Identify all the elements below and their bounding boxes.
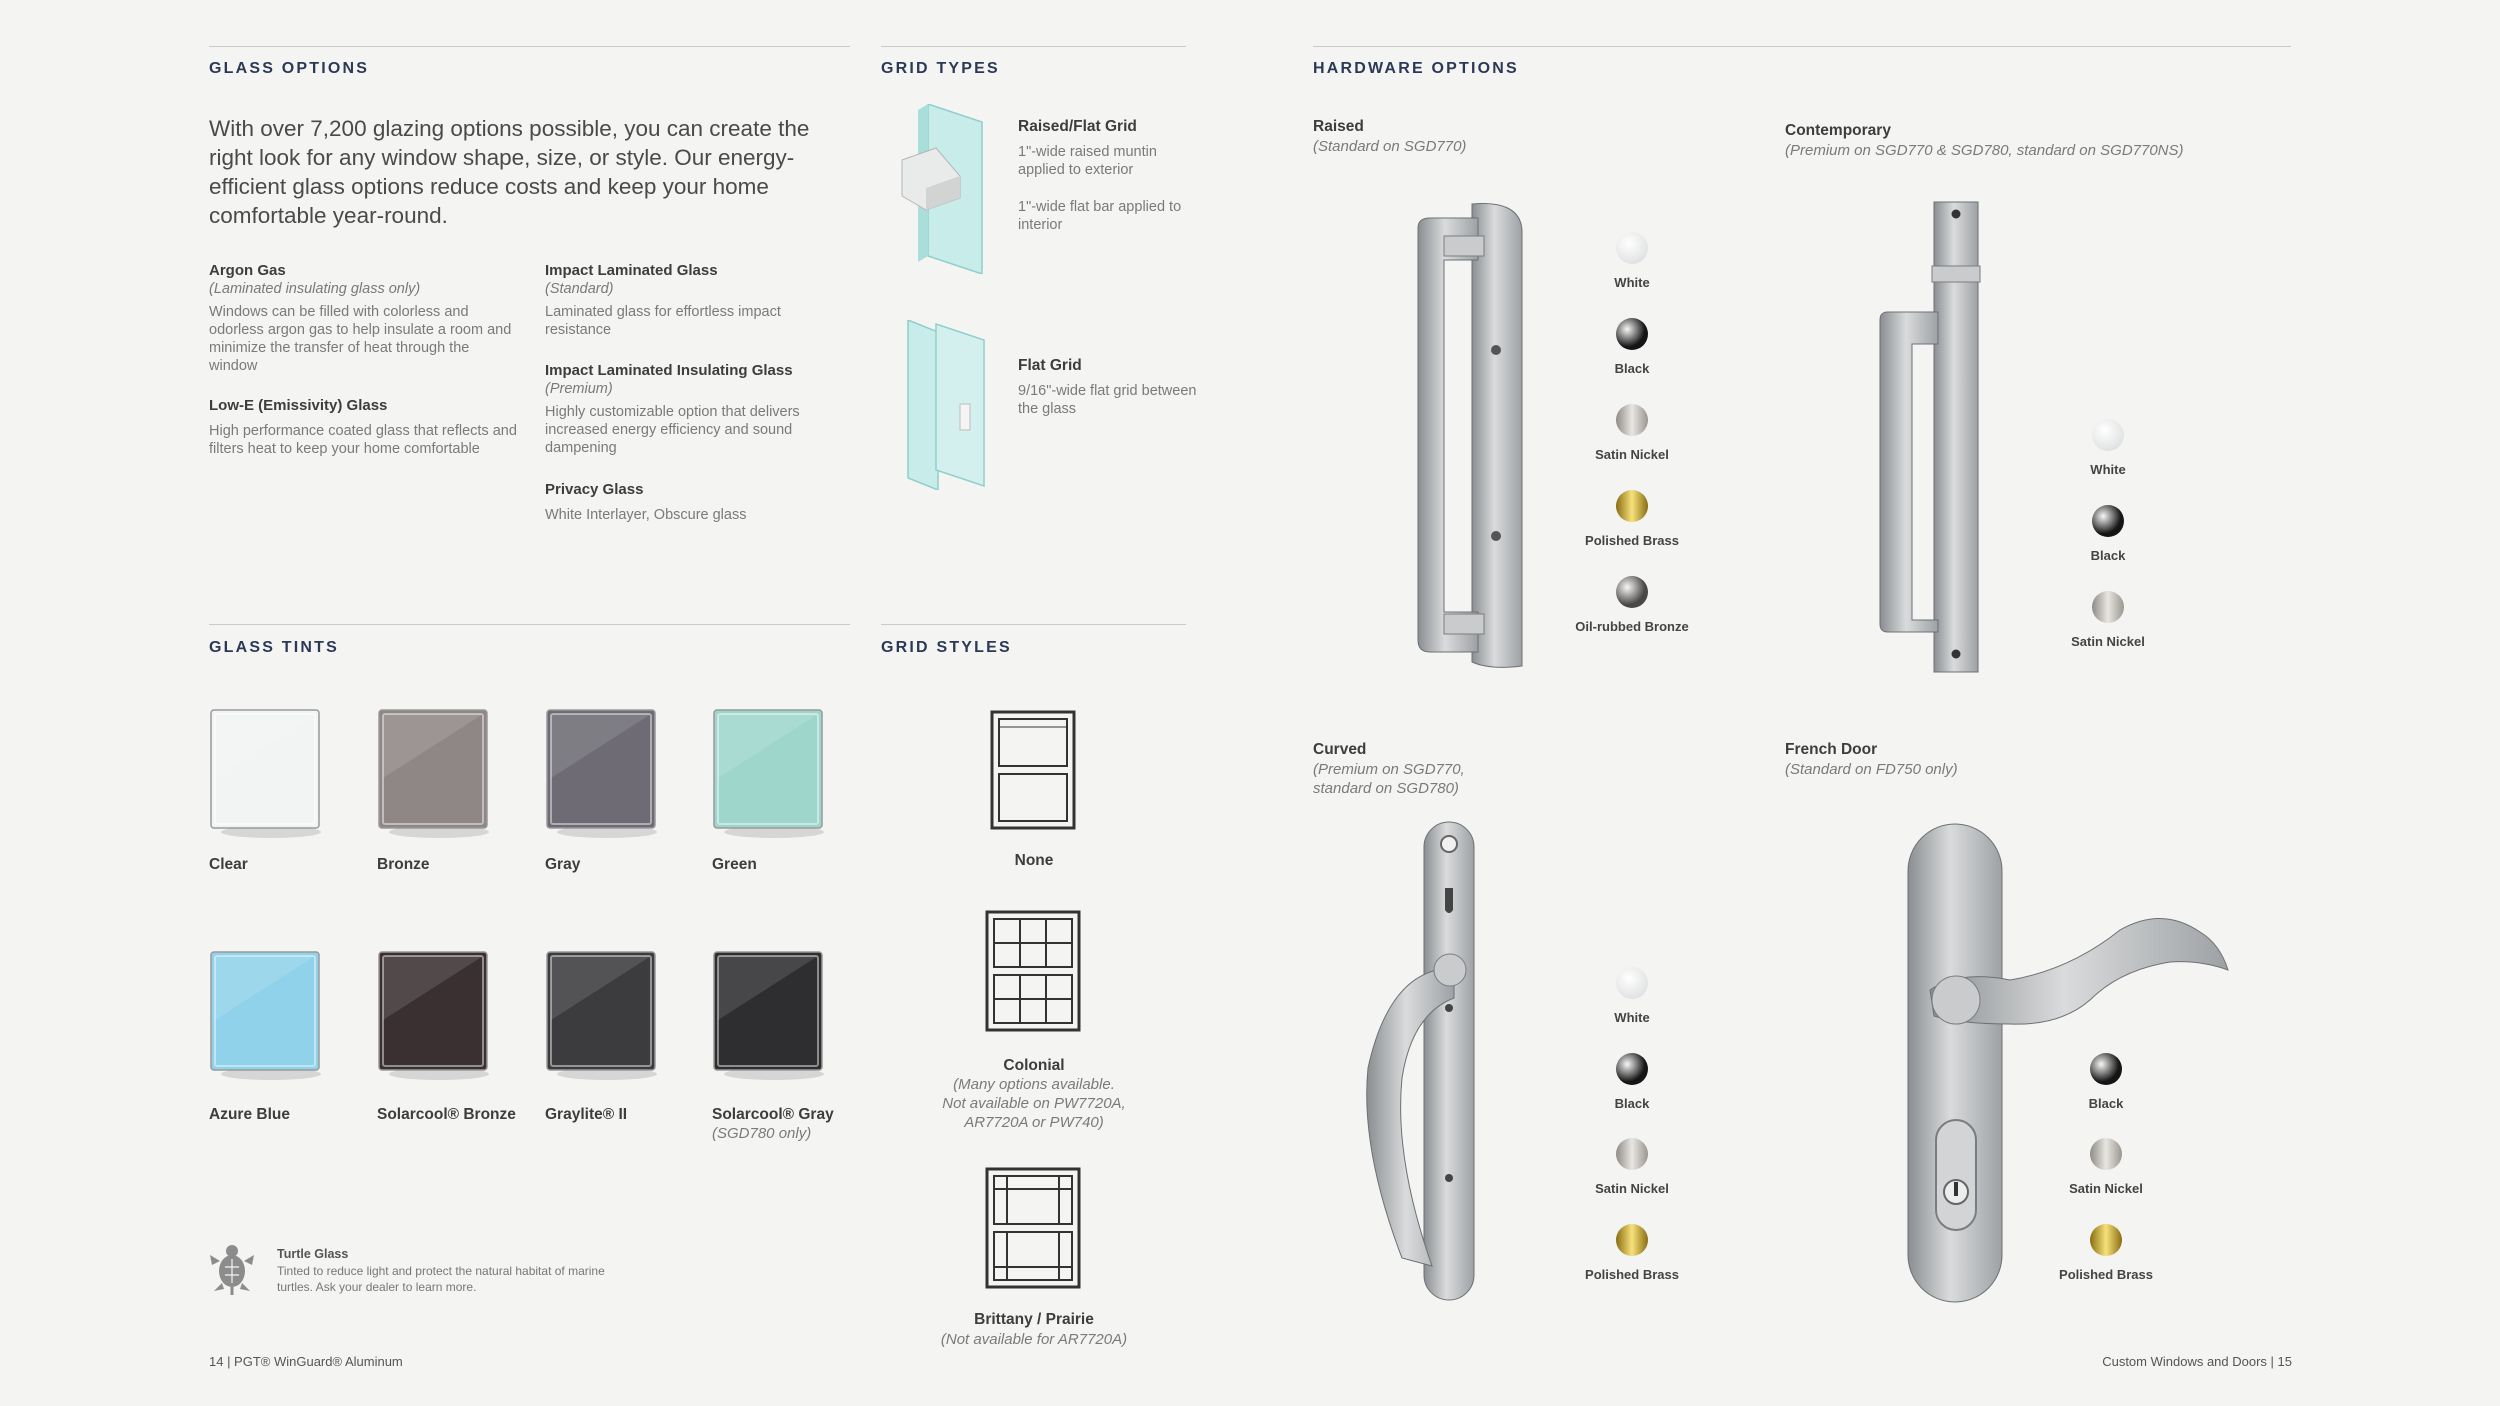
glass-tint-swatch bbox=[712, 950, 822, 1078]
option-title: Impact Laminated Glass bbox=[545, 262, 718, 279]
grid-styles-heading: GRID STYLES bbox=[881, 639, 1012, 656]
glass-tint-name: Graylite® II bbox=[545, 1106, 628, 1123]
finish-label: Black bbox=[1614, 361, 1650, 376]
finish-swatch-satin-nickel[interactable] bbox=[2092, 591, 2124, 623]
finish-label: Satin Nickel bbox=[2069, 1181, 2143, 1196]
option-subtitle: (Premium) bbox=[545, 381, 613, 397]
grid-style-name: Colonial bbox=[1003, 1057, 1065, 1074]
glass-tint-swatch bbox=[545, 708, 655, 836]
glass-tint-name: Solarcool® Bronze bbox=[377, 1106, 516, 1123]
hardware-french-door-title: French Door bbox=[1785, 741, 1878, 758]
option-subtitle: (Laminated insulating glass only) bbox=[209, 281, 421, 297]
finish-label: Black bbox=[2090, 548, 2126, 563]
finish-label: Polished Brass bbox=[1585, 533, 1679, 548]
grid-style-note: AR7720A or PW740) bbox=[964, 1114, 1104, 1131]
glass-tint-swatch bbox=[209, 708, 319, 836]
glass-tint-name: Gray bbox=[545, 856, 581, 873]
grid-type-title: Raised/Flat Grid bbox=[1018, 118, 1137, 135]
finish-swatch-white[interactable] bbox=[1616, 232, 1648, 264]
footer-right: Custom Windows and Doors | 15 bbox=[2102, 1354, 2292, 1369]
grid-type-body: 1"-wide raised muntin applied to exterior bbox=[1018, 144, 1157, 178]
finish-swatch-white[interactable] bbox=[1616, 967, 1648, 999]
curved-handle-image bbox=[1350, 818, 1480, 1304]
grid-style-name: None bbox=[1014, 852, 1054, 869]
finish-label: Polished Brass bbox=[2059, 1267, 2153, 1282]
hardware-raised-title: Raised bbox=[1313, 118, 1364, 135]
finish-label: Satin Nickel bbox=[1595, 447, 1669, 462]
glass-tint-name: Green bbox=[712, 856, 757, 873]
raised-handle-image bbox=[1410, 200, 1528, 672]
footer-left: 14 | PGT® WinGuard® Aluminum bbox=[209, 1354, 403, 1369]
glass-options-heading: GLASS OPTIONS bbox=[209, 60, 370, 77]
option-body: Highly customizable option that delivers increased energy efficiency and sound dampening bbox=[545, 404, 800, 456]
glass-options-intro: With over 7,200 glazing options possible, you can create the right look for any window shape, size, or style. Our energy-efficient glass options reduce costs and keep your home comfortable year-round. bbox=[209, 116, 810, 228]
option-body: White Interlayer, Obscure glass bbox=[545, 507, 747, 523]
raised-flat-grid-illustration bbox=[900, 104, 990, 274]
option-body: Laminated glass for effortless impact resistance bbox=[545, 304, 781, 338]
finish-swatch-satin-nickel[interactable] bbox=[1616, 404, 1648, 436]
finish-swatch-white[interactable] bbox=[2092, 419, 2124, 451]
turtle-glass-body: Tinted to reduce light and protect the natural habitat of marine turtles. Ask your dealer to learn more. bbox=[277, 1264, 605, 1294]
top-rule-grid-types bbox=[881, 46, 1186, 47]
finish-swatch-polished-brass[interactable] bbox=[2090, 1224, 2122, 1256]
finish-swatch-satin-nickel[interactable] bbox=[1616, 1138, 1648, 1170]
finish-swatch-polished-brass[interactable] bbox=[1616, 1224, 1648, 1256]
hardware-options-heading: HARDWARE OPTIONS bbox=[1313, 60, 1519, 77]
option-title: Argon Gas bbox=[209, 262, 286, 279]
option-low-e-glass bbox=[209, 397, 519, 458]
finish-label: Polished Brass bbox=[1585, 1267, 1679, 1282]
option-privacy-glass bbox=[545, 481, 855, 524]
finish-swatch-black[interactable] bbox=[2092, 505, 2124, 537]
top-rule-glass-options bbox=[209, 46, 850, 47]
finish-swatch-oil-rubbed-bronze[interactable] bbox=[1616, 576, 1648, 608]
option-impact-laminated-glass bbox=[545, 262, 855, 339]
hardware-contemporary-subtitle: (Premium on SGD770 & SGD780, standard on SGD770NS) bbox=[1785, 142, 2184, 159]
finish-label: White bbox=[1614, 275, 1650, 290]
turtle-glass-title: Turtle Glass bbox=[277, 1247, 349, 1261]
glass-tint-note: (SGD780 only) bbox=[712, 1125, 812, 1142]
finish-label: Oil-rubbed Bronze bbox=[1575, 619, 1689, 634]
option-impact-laminated-insulating-glass bbox=[545, 362, 855, 457]
grid-style-colonial-illustration bbox=[985, 910, 1081, 1032]
grid-style-brittany-illustration bbox=[985, 1167, 1081, 1289]
hardware-raised-subtitle: (Standard on SGD770) bbox=[1313, 138, 1467, 155]
option-body: Windows can be filled with colorless and odorless argon gas to help insulate a room and minimize the transfer of heat through the window bbox=[209, 304, 512, 374]
hardware-curved-title: Curved bbox=[1313, 741, 1367, 758]
glass-tint-swatch bbox=[712, 708, 822, 836]
grid-style-note: (Not available for AR7720A) bbox=[940, 1331, 1128, 1348]
option-subtitle: (Standard) bbox=[545, 281, 614, 297]
glass-tint-name: Solarcool® Gray bbox=[712, 1106, 834, 1123]
french-door-handle-image bbox=[1900, 820, 2232, 1306]
grid-type-title: Flat Grid bbox=[1018, 357, 1082, 374]
grid-type-body: 1"-wide flat bar applied to interior bbox=[1018, 199, 1182, 233]
grid-style-note: Not available on PW7720A, bbox=[942, 1095, 1126, 1112]
finish-label: Satin Nickel bbox=[2071, 634, 2145, 649]
turtle-icon bbox=[208, 1243, 256, 1295]
finish-swatch-black[interactable] bbox=[1616, 1053, 1648, 1085]
finish-swatch-satin-nickel[interactable] bbox=[2090, 1138, 2122, 1170]
glass-tint-swatch bbox=[377, 950, 487, 1078]
finish-label: Black bbox=[2088, 1096, 2124, 1111]
grid-style-name: Brittany / Prairie bbox=[974, 1311, 1094, 1328]
option-body: High performance coated glass that reflects and filters heat to keep your home comfortable bbox=[209, 423, 517, 457]
grid-types-heading: GRID TYPES bbox=[881, 60, 1000, 77]
hardware-curved-subtitle-line2: standard on SGD780) bbox=[1313, 780, 1459, 797]
finish-swatch-black[interactable] bbox=[2090, 1053, 2122, 1085]
glass-tint-swatch bbox=[545, 950, 655, 1078]
glass-tint-name: Azure Blue bbox=[209, 1106, 290, 1123]
finish-label: Satin Nickel bbox=[1595, 1181, 1669, 1196]
grid-style-note: (Many options available. bbox=[953, 1076, 1115, 1093]
glass-tint-name: Bronze bbox=[377, 856, 430, 873]
finish-swatch-black[interactable] bbox=[1616, 318, 1648, 350]
hardware-contemporary-title: Contemporary bbox=[1785, 122, 1891, 139]
finish-label: Black bbox=[1614, 1096, 1650, 1111]
finish-swatch-polished-brass[interactable] bbox=[1616, 490, 1648, 522]
glass-tint-swatch bbox=[209, 950, 319, 1078]
top-rule-grid-styles bbox=[881, 624, 1186, 625]
option-title: Low-E (Emissivity) Glass bbox=[209, 397, 388, 414]
grid-style-none-illustration bbox=[990, 710, 1076, 830]
contemporary-handle-image bbox=[1876, 200, 1986, 676]
hardware-curved-subtitle-line1: (Premium on SGD770, bbox=[1313, 761, 1465, 778]
finish-label: White bbox=[1614, 1010, 1650, 1025]
finish-label: White bbox=[2090, 462, 2126, 477]
option-argon-gas bbox=[209, 262, 519, 375]
top-rule-glass-tints bbox=[209, 624, 850, 625]
option-title: Privacy Glass bbox=[545, 481, 644, 498]
glass-tint-swatch bbox=[377, 708, 487, 836]
glass-tint-name: Clear bbox=[209, 856, 248, 873]
hardware-french-door-subtitle: (Standard on FD750 only) bbox=[1785, 761, 1958, 778]
option-title: Impact Laminated Insulating Glass bbox=[545, 362, 793, 379]
top-rule-hardware bbox=[1313, 46, 2291, 47]
glass-tints-heading: GLASS TINTS bbox=[209, 639, 339, 656]
grid-type-body: 9/16"-wide flat grid between the glass bbox=[1018, 383, 1197, 417]
flat-grid-illustration bbox=[900, 320, 990, 490]
